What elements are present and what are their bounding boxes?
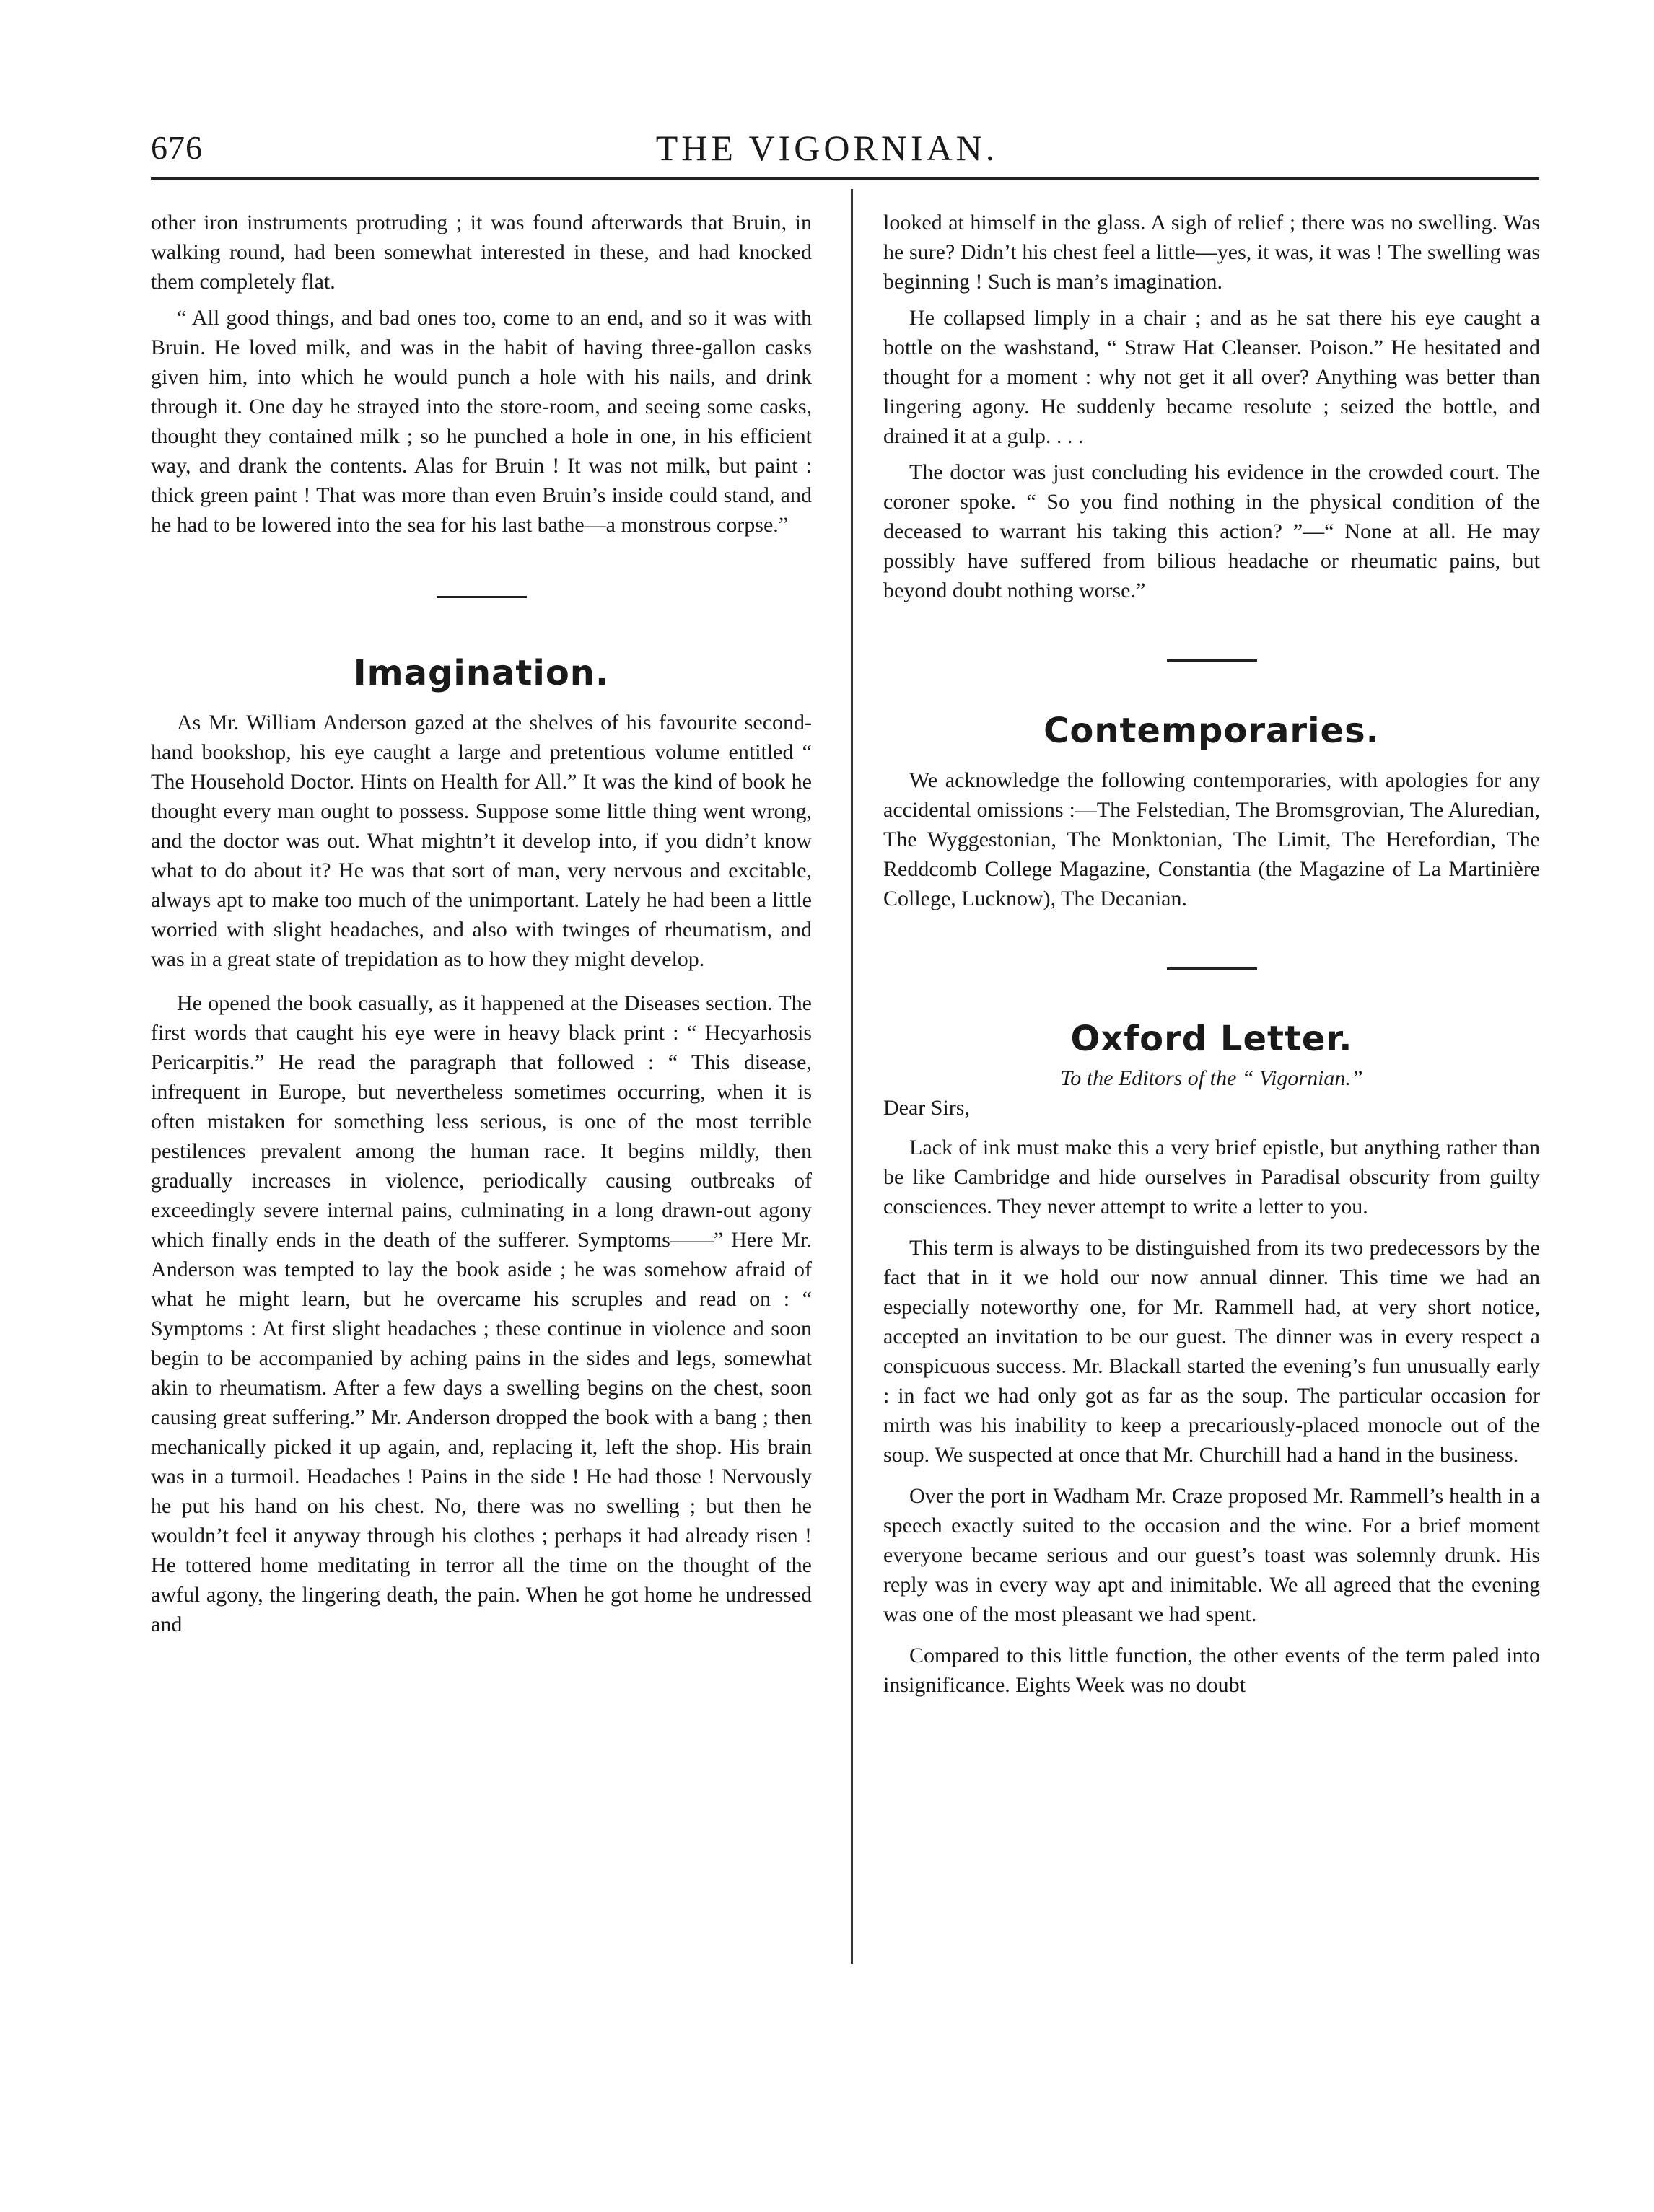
imagination-paragraph-2: He opened the book casually, as it happened at the Diseases section. The first words that caught his eye were in heavy black print : “ Hecyarhosis Pericarpitis.” He read the paragraph that followed : “ This disease, infrequent in Europe, but nevertheless sometimes occurring, when it is often mistaken for something less serious, is one of the most terrible pestilences prevalent among the human race. It begins mildly, then gradually increases in violence, periodically causing outbreaks of exceedingly severe internal pains, culminating in a long drawn-out agony which finally ends in the death of the sufferer. Symptoms——” Here Mr. Anderson was tempted to lay the book aside ; he was somehow afraid of what he might learn, but he overcame his scruples and read on : “ Symptoms : At first slight headaches ; these continue in violence and soon begin to be accompanied by aching pains in the sides and legs, somewhat akin to rheumatism. After a few days a swelling begins on the chest, soon causing great suffering.” Mr. Anderson dropped the book with a bang ; then mechanically picked it up again, and, replacing it, left the shop. His brain was in a turmoil. Headaches ! Pains in the side ! He had those ! Nervously he put his hand on his chest. No, there was no swelling ; but then he wouldn’t feel it anyway through his clothes ; perhaps it had already risen ! He tottered home meditating in terror all the time on the thought of the awful agony, the lingering death, the pain. When he got home he undressed and	[151, 991, 812, 1636]
letter-address: To the Editors of the “ Vigornian.”	[1060, 1066, 1363, 1090]
header-rule	[151, 177, 1539, 180]
contemporaries-heading: Contemporaries.	[1043, 711, 1380, 751]
section-rule	[1167, 967, 1257, 970]
column-divider	[851, 189, 853, 1964]
imagination-continued-1: looked at himself in the glass. A sigh of relief ; there was no swelling. Was he sure? Didn’t his chest feel a little—yes, it was, it was ! The swelling was beginning ! Such is man’s imagination.	[883, 211, 1540, 294]
bruin-paragraph-2: “ All good things, and bad ones too, come to an end, and so it was with Bruin. He loved milk, and was in the habit of having three-gallon casks given him, into which he would punch a hole with his nails, and drink through it. One day he strayed into the store-room, and seeing some casks, thought they contained milk ; so he punched a hole in one, in his efficient way, and drank the contents. Alas for Bruin ! It was not milk, but paint : thick green paint ! That was more than even Bruin’s inside could stand, and he had to be lowered into the sea for his last bathe—a monstrous corpse.”	[151, 306, 812, 537]
contemporaries-paragraph: We acknowledge the following contemporaries, with apologies for any accidental omissions :—The Felstedian, The Bromsgrovian, The Aluredian, The Wyggestonian, The Monktonian, The Limit, The Herefordian, The Reddcomb College Magazine, Constantia (the Magazine of La Martinière College, Lucknow), The Decanian.	[883, 768, 1540, 910]
oxford-letter-heading: Oxford Letter.	[1070, 1019, 1353, 1059]
page-number: 676	[151, 129, 203, 166]
bruin-paragraph-1: other iron instruments protruding ; it was found afterwards that Bruin, in walking round, had been somewhat interested in these, and had knocked them completely flat.	[151, 211, 812, 294]
oxford-letter-paragraph-4: Compared to this little function, the other events of the term paled into insignificance. Eights Week was no doubt	[883, 1643, 1540, 1697]
left-column	[151, 208, 812, 1646]
oxford-letter-paragraph-3: Over the port in Wadham Mr. Craze proposed Mr. Rammell’s health in a speech exactly suited to the occasion and the wine. For a brief moment everyone became serious and our guest’s toast was solemnly drunk. His reply was in every way apt and inimitable. We all agreed that the evening was one of the most pleasant we had spent.	[883, 1484, 1540, 1626]
imagination-paragraph-1: As Mr. William Anderson gazed at the shelves of his favourite second-hand bookshop, his eye caught a large and pretentious volume entitled “ The Household Doctor. Hints on Health for All.” It was the kind of book he thought every man ought to possess. Suppose some little thing went wrong, and the doctor was out. What mightn’t it develop into, if you didn’t know what to do about it? He was that sort of man, very nervous and excitable, always apt to make too much of the unimportant. Lately he had been a little worried with slight headaches, and also with twinges of rheumatism, and was in a great state of trepidation as to how they might develop.	[151, 711, 812, 971]
oxford-letter-paragraph-1: Lack of ink must make this a very brief epistle, but anything rather than be like Cambridge and hide ourselves in Paradisal obscurity from guilty consciences. They never attempt to write a letter to you.	[883, 1136, 1540, 1219]
section-rule	[437, 596, 527, 598]
letter-salutation: Dear Sirs,	[883, 1096, 970, 1120]
right-column	[883, 208, 1540, 1706]
oxford-letter-paragraph-2: This term is always to be distinguished from its two predecessors by the fact that in it we hold our now annual dinner. This time we had an especially noteworthy one, for Mr. Rammell had, at very short notice, accepted an invitation to be our guest. The dinner was in every respect a conspicuous success. Mr. Blackall started the evening’s fun unusually early : in fact we had only got as far as the soup. The particular occasion for mirth was his inability to keep a precariously-placed monocle out of the soup. We suspected at once that Mr. Churchill had a hand in the business.	[883, 1236, 1540, 1467]
running-title: THE VIGORNIAN.	[655, 128, 999, 168]
imagination-continued-3: The doctor was just concluding his evidence in the crowded court. The coroner spoke. “ So you find nothing in the physical condition of the deceased to warrant his taking this action? ”—“ None at all. He may possibly have suffered from bilious headache or rheumatic pains, but beyond doubt nothing worse.”	[883, 460, 1540, 602]
imagination-heading: Imagination.	[353, 653, 610, 693]
section-rule	[1167, 659, 1257, 662]
imagination-continued-2: He collapsed limply in a chair ; and as he sat there his eye caught a bottle on the washstand, “ Straw Hat Cleanser. Poison.” He hesitated and thought for a moment : why not get it all over? Anything was better than lingering agony. He suddenly became resolute ; seized the bottle, and drained it at a gulp. . . .	[883, 306, 1540, 448]
